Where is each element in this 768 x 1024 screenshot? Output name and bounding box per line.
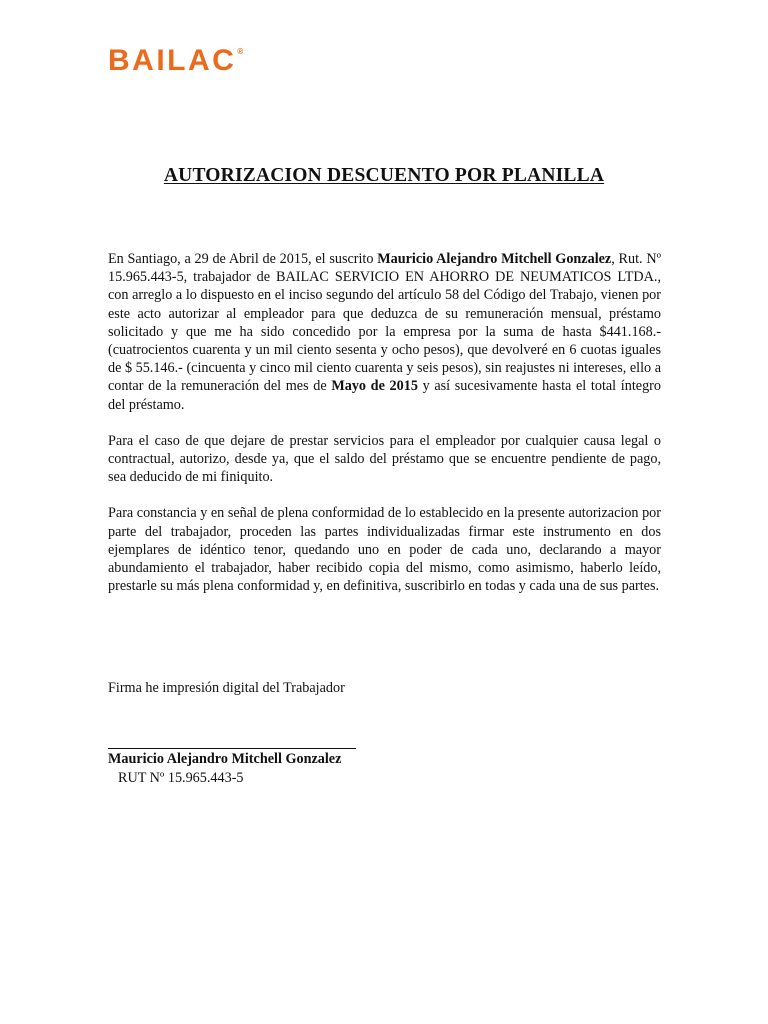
employee-name: Mauricio Alejandro Mitchell Gonzalez [377,251,612,267]
signatory-name: Mauricio Alejandro Mitchell Gonzalez [108,751,342,767]
signatory-rut: RUT Nº 15.965.443-5 [118,770,244,786]
document-body [108,250,661,613]
document-title: AUTORIZACION DESCUENTO POR PLANILLA [163,165,605,186]
paragraph-termination: Para el caso de que dejare de prestar servicios para el empleador por cualquier causa legal o contractual, autorizo, desde ya, que el saldo del préstamo que se encuentre pendiente de pago, sea deducido de mi finiquito. [108,432,661,486]
registered-mark: ® [237,47,244,56]
paragraph-details: , Rut. Nº 15.965.443-5, trabajador de BAILAC SERVICIO EN AHORRO DE NEUMATICOS LTDA., con arreglo a lo dispuesto en el inciso segundo del artículo 58 del Código del Trabajo, vienen por este acto autorizar al empleador para que deduzca de su remuneración mensual, préstamo solicitado y que me ha sido concedido por la empresa por la suma de hasta $441.168.- (cuatrocientos cuarenta y un mil ciento sesenta y ocho pesos), que devolveré en 6 cuotas iguales de $ 55.146.- (cincuenta y cinco mil ciento cuarenta y seis pesos), sin reajustes ni intereses, ello a contar de la remuneración del mes de [108,251,661,395]
paragraph-end: y así sucesivamente hasta el total íntegro del préstamo. [108,378,661,413]
paragraph-authorization [108,250,661,414]
paragraph-conformity: Para constancia y en señal de plena conformidad de lo establecido en la presente autorizacion por parte del trabajador, proceden las partes individualizadas firmar este instrumento en dos ejemplares de idéntico tenor, quedando uno en poder de cada uno, declarando a mayor abundamiento el trabajador, haber recibido copia del mismo, como asimismo, haberlo leído, prestarle su más plena conformidad y, en definitiva, suscribirlo en todas y cada una de sus partes. [108,505,661,595]
start-month: Mayo de 2015 [331,378,418,395]
company-logo [108,46,243,76]
logo-text: BAILAC [108,44,237,77]
signature-line [108,748,356,749]
signature-caption: Firma he impresión digital del Trabajador [108,680,345,696]
paragraph-intro: En Santiago, a 29 de Abril de 2015, el suscrito [108,251,378,267]
